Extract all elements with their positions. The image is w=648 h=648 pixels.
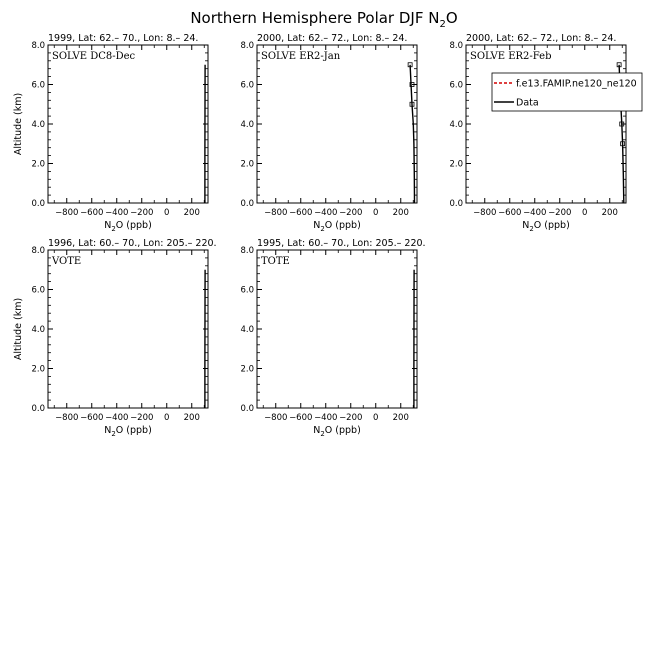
campaign-label: SOLVE DC8-Dec: [52, 51, 136, 62]
x-tick-label: 200: [183, 413, 200, 423]
x-tick-label: −400: [105, 208, 129, 218]
x-tick-label: −200: [339, 413, 363, 423]
x-tick-label: 0: [373, 208, 379, 218]
x-tick-label: 0: [164, 413, 170, 423]
x-tick-label: 0: [373, 413, 379, 423]
y-axis-label: Altitude (km): [13, 92, 24, 156]
x-tick-label: −800: [55, 208, 79, 218]
y-tick-label: 4.0: [449, 120, 463, 130]
x-tick-label: 200: [392, 208, 409, 218]
x-tick-label: −400: [105, 413, 129, 423]
x-tick-label: −600: [289, 413, 313, 423]
y-tick-label: 4.0: [240, 325, 254, 335]
panel-header: 1996, Lat: 60.– 70., Lon: 205.– 220.: [48, 238, 217, 249]
panel-header: 1999, Lat: 62.– 70., Lon: 8.– 24.: [48, 33, 199, 44]
panel-3: [449, 33, 626, 233]
x-tick-label: 200: [183, 208, 200, 218]
x-tick-label: 0: [164, 208, 170, 218]
x-axis-label: $N_2O$ (ppb): [313, 425, 361, 438]
x-tick-label: −600: [498, 208, 522, 218]
x-tick-label: −800: [264, 413, 288, 423]
y-tick-label: 2.0: [31, 364, 45, 375]
x-tick-label: −400: [314, 413, 338, 423]
y-tick-label: 0.0: [240, 404, 254, 414]
y-tick-label: 8.0: [449, 41, 463, 51]
y-tick-label: 2.0: [240, 364, 254, 375]
y-tick-label: 8.0: [31, 41, 45, 51]
x-tick-label: −800: [473, 208, 497, 218]
campaign-label: TOTE: [261, 256, 290, 267]
legend-label-1: f.e13.FAMIP.ne120_ne120: [516, 78, 637, 90]
x-tick-label: −200: [339, 208, 363, 218]
x-tick-label: −600: [80, 208, 104, 218]
x-tick-label: −400: [314, 208, 338, 218]
panel-5: [240, 238, 425, 438]
y-tick-label: 4.0: [31, 325, 45, 335]
y-tick-label: 0.0: [31, 404, 45, 414]
x-tick-label: 0: [582, 208, 588, 218]
x-tick-label: −200: [130, 413, 154, 423]
y-tick-label: 6.0: [240, 80, 254, 91]
y-tick-label: 4.0: [240, 120, 254, 130]
y-tick-label: 0.0: [449, 199, 463, 209]
y-tick-label: 4.0: [31, 120, 45, 130]
x-axis-label: $N_2O$ (ppb): [313, 220, 361, 233]
plot-frame: [48, 45, 208, 203]
legend: [492, 73, 642, 111]
y-tick-label: 2.0: [240, 159, 254, 170]
x-tick-label: −200: [130, 208, 154, 218]
x-axis-label: $N_2O$ (ppb): [104, 220, 152, 233]
plot-frame: [257, 250, 417, 408]
panel-header: 2000, Lat: 62.– 72., Lon: 8.– 24.: [466, 33, 617, 44]
plot-frame: [48, 250, 208, 408]
x-axis-label: $N_2O$ (ppb): [104, 425, 152, 438]
panel-4: [13, 238, 217, 438]
panel-header: 2000, Lat: 62.– 72., Lon: 8.– 24.: [257, 33, 408, 44]
x-tick-label: −600: [80, 413, 104, 423]
legend-label-2: Data: [516, 97, 539, 109]
x-tick-label: −600: [289, 208, 313, 218]
x-tick-label: −800: [55, 413, 79, 423]
y-tick-label: 8.0: [240, 41, 254, 51]
y-tick-label: 0.0: [31, 199, 45, 209]
y-tick-label: 6.0: [240, 285, 254, 296]
y-tick-label: 6.0: [449, 80, 463, 91]
campaign-label: SOLVE ER2-Jan: [261, 51, 341, 62]
figure-title: Northern Hemisphere Polar DJF $N_2O$: [190, 9, 458, 30]
plot-frame: [257, 45, 417, 203]
y-tick-label: 2.0: [449, 159, 463, 170]
panel-2: [240, 33, 417, 233]
y-axis-label: Altitude (km): [13, 297, 24, 361]
panel-header: 1995, Lat: 60.– 70., Lon: 205.– 220.: [257, 238, 426, 249]
campaign-label: VOTE: [52, 256, 82, 267]
y-tick-label: 0.0: [240, 199, 254, 209]
x-tick-label: 200: [392, 413, 409, 423]
y-tick-label: 6.0: [31, 285, 45, 296]
x-tick-label: −200: [548, 208, 572, 218]
x-tick-label: −400: [523, 208, 547, 218]
panel-1: [13, 33, 208, 233]
x-axis-label: $N_2O$ (ppb): [522, 220, 570, 233]
x-tick-label: 200: [601, 208, 618, 218]
y-tick-label: 6.0: [31, 80, 45, 91]
campaign-label: SOLVE ER2-Feb: [470, 51, 552, 62]
y-tick-label: 8.0: [240, 246, 254, 256]
y-tick-label: 8.0: [31, 246, 45, 256]
plot-frame: [466, 45, 626, 203]
y-tick-label: 2.0: [31, 159, 45, 170]
x-tick-label: −800: [264, 208, 288, 218]
